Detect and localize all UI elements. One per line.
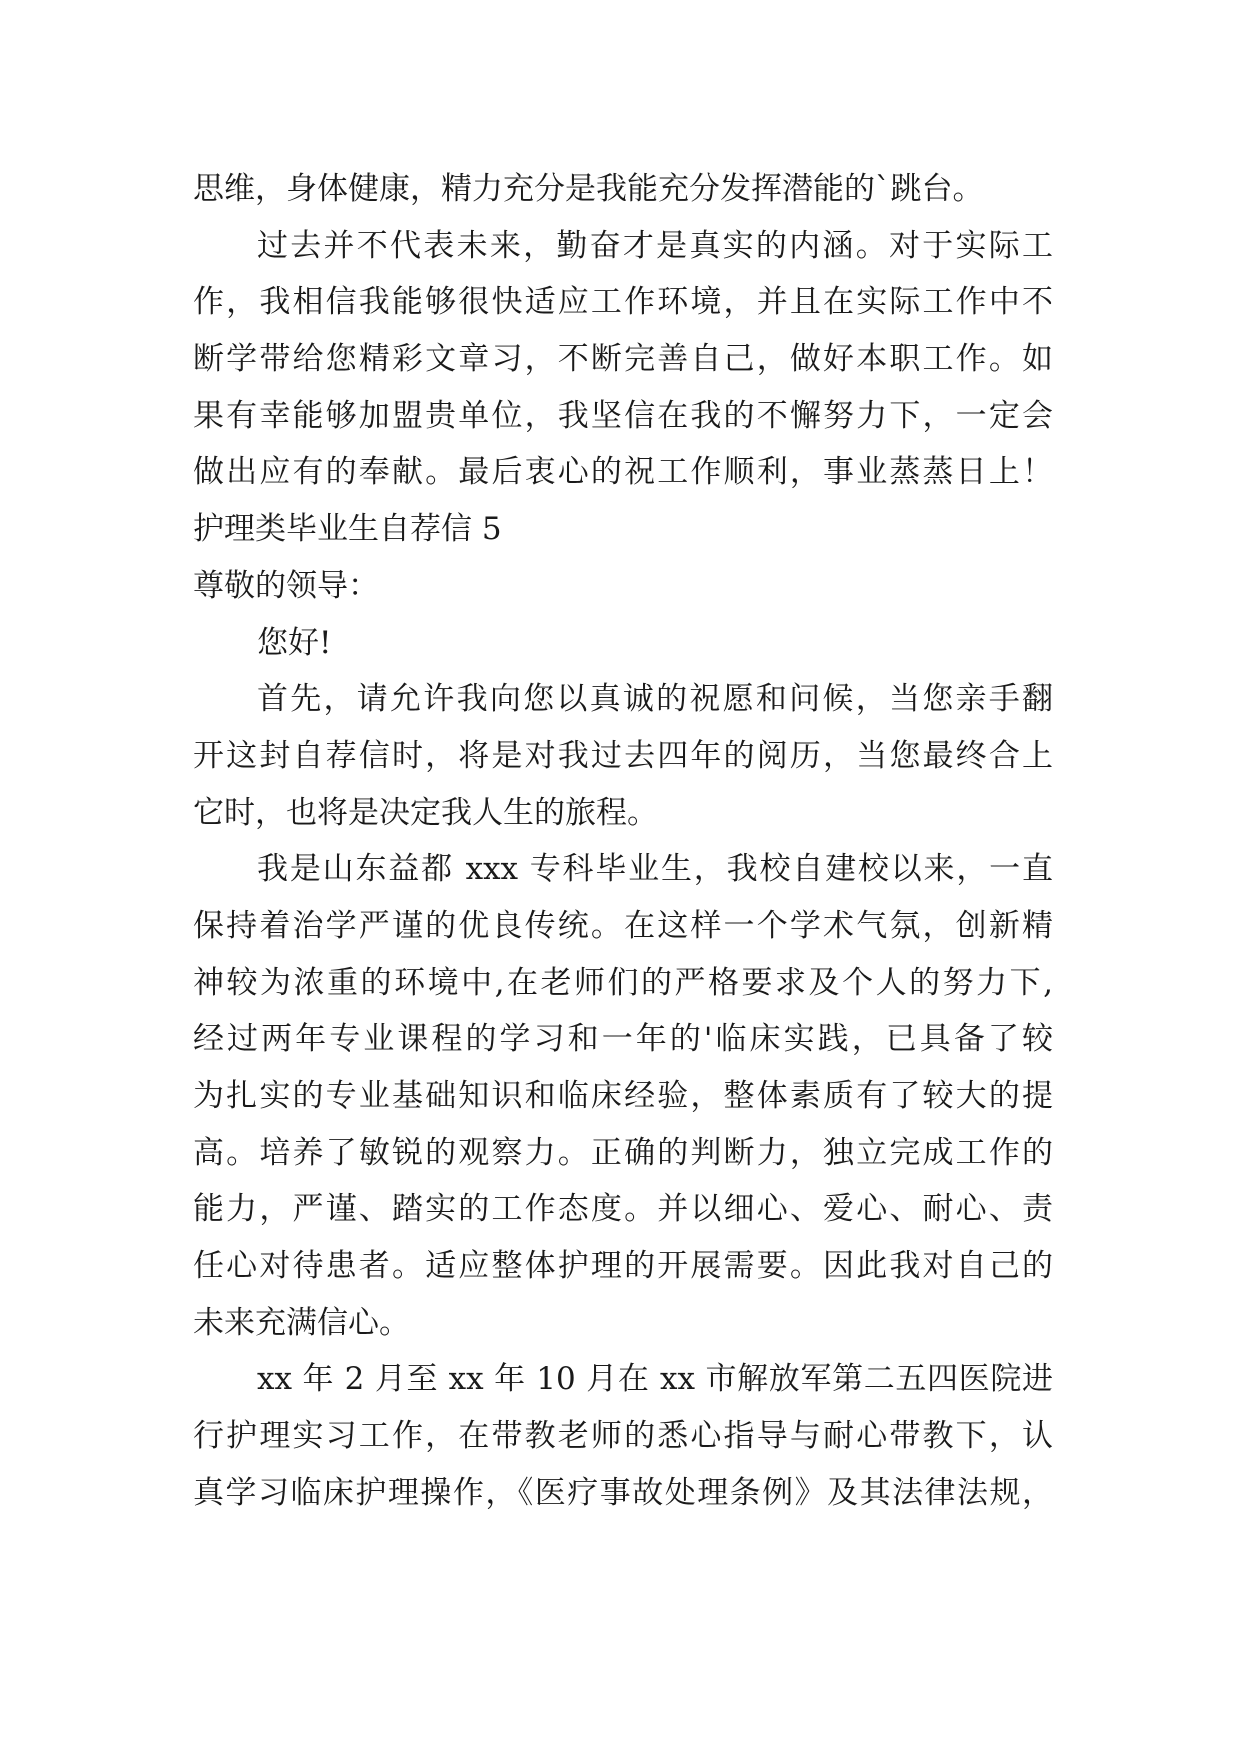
text-line: 为扎实的专业基础知识和临床经验，整体素质有了较大的提	[193, 1078, 1053, 1114]
text-line: 经过两年专业课程的学习和一年的'临床实践，已具备了较	[193, 1021, 1053, 1058]
text-line: 未来充满信心。	[193, 1304, 410, 1341]
greeting: 您好!	[257, 624, 332, 661]
text-line: 果有幸能够加盟贵单位，我坚信在我的不懈努力下，一定会	[193, 397, 1053, 434]
text-line: 任心对待患者。适应整体护理的开展需要。因此我对自己的	[193, 1248, 1053, 1285]
text-line: 开这封自荐信时，将是对我过去四年的阅历，当您最终合上	[193, 737, 1053, 774]
text-line: 作，我相信我能够很快适应工作环境，并且在实际工作中不	[193, 284, 1053, 321]
section-heading: 护理类毕业生自荐信 5	[193, 511, 502, 548]
paragraph-first-line: xx 年 2 月至 xx 年 10 月在 xx 市解放军第二五四医院进	[257, 1361, 1053, 1398]
text-line: 思维，身体健康，精力充分是我能充分发挥潜能的`跳台。	[193, 171, 984, 207]
salutation: 尊敬的领导：	[193, 567, 379, 604]
paragraph-first-line: 我是山东益都 xxx 专科毕业生，我校自建校以来，一直	[257, 851, 1053, 888]
letter-body	[193, 161, 1053, 1522]
text-line: 它时，也将是决定我人生的旅程。	[193, 794, 658, 831]
text-line: 神较为浓重的环境中,在老师们的严格要求及个人的努力下,	[193, 964, 1053, 1001]
text-line: 高。培养了敏锐的观察力。正确的判断力，独立完成工作的	[193, 1134, 1053, 1171]
text-line: 做出应有的奉献。最后衷心的祝工作顺利，事业蒸蒸日上！	[193, 454, 1053, 491]
text-line: 断学带给您精彩文章习，不断完善自己，做好本职工作。如	[193, 341, 1053, 378]
text-line: 保持着治学严谨的优良传统。在这样一个学术气氛，创新精	[193, 907, 1053, 944]
text-line: 能力，严谨、踏实的工作态度。并以细心、爱心、耐心、责	[193, 1191, 1053, 1228]
paragraph-first-line: 首先，请允许我向您以真诚的祝愿和问候，当您亲手翻	[257, 681, 1053, 718]
text-line: 真学习临床护理操作，《医疗事故处理条例》及其法律法规，	[193, 1474, 1053, 1511]
paragraph-first-line: 过去并不代表未来，勤奋才是真实的内涵。对于实际工	[257, 227, 1053, 264]
text-line: 行护理实习工作，在带教老师的悉心指导与耐心带教下，认	[193, 1418, 1053, 1455]
